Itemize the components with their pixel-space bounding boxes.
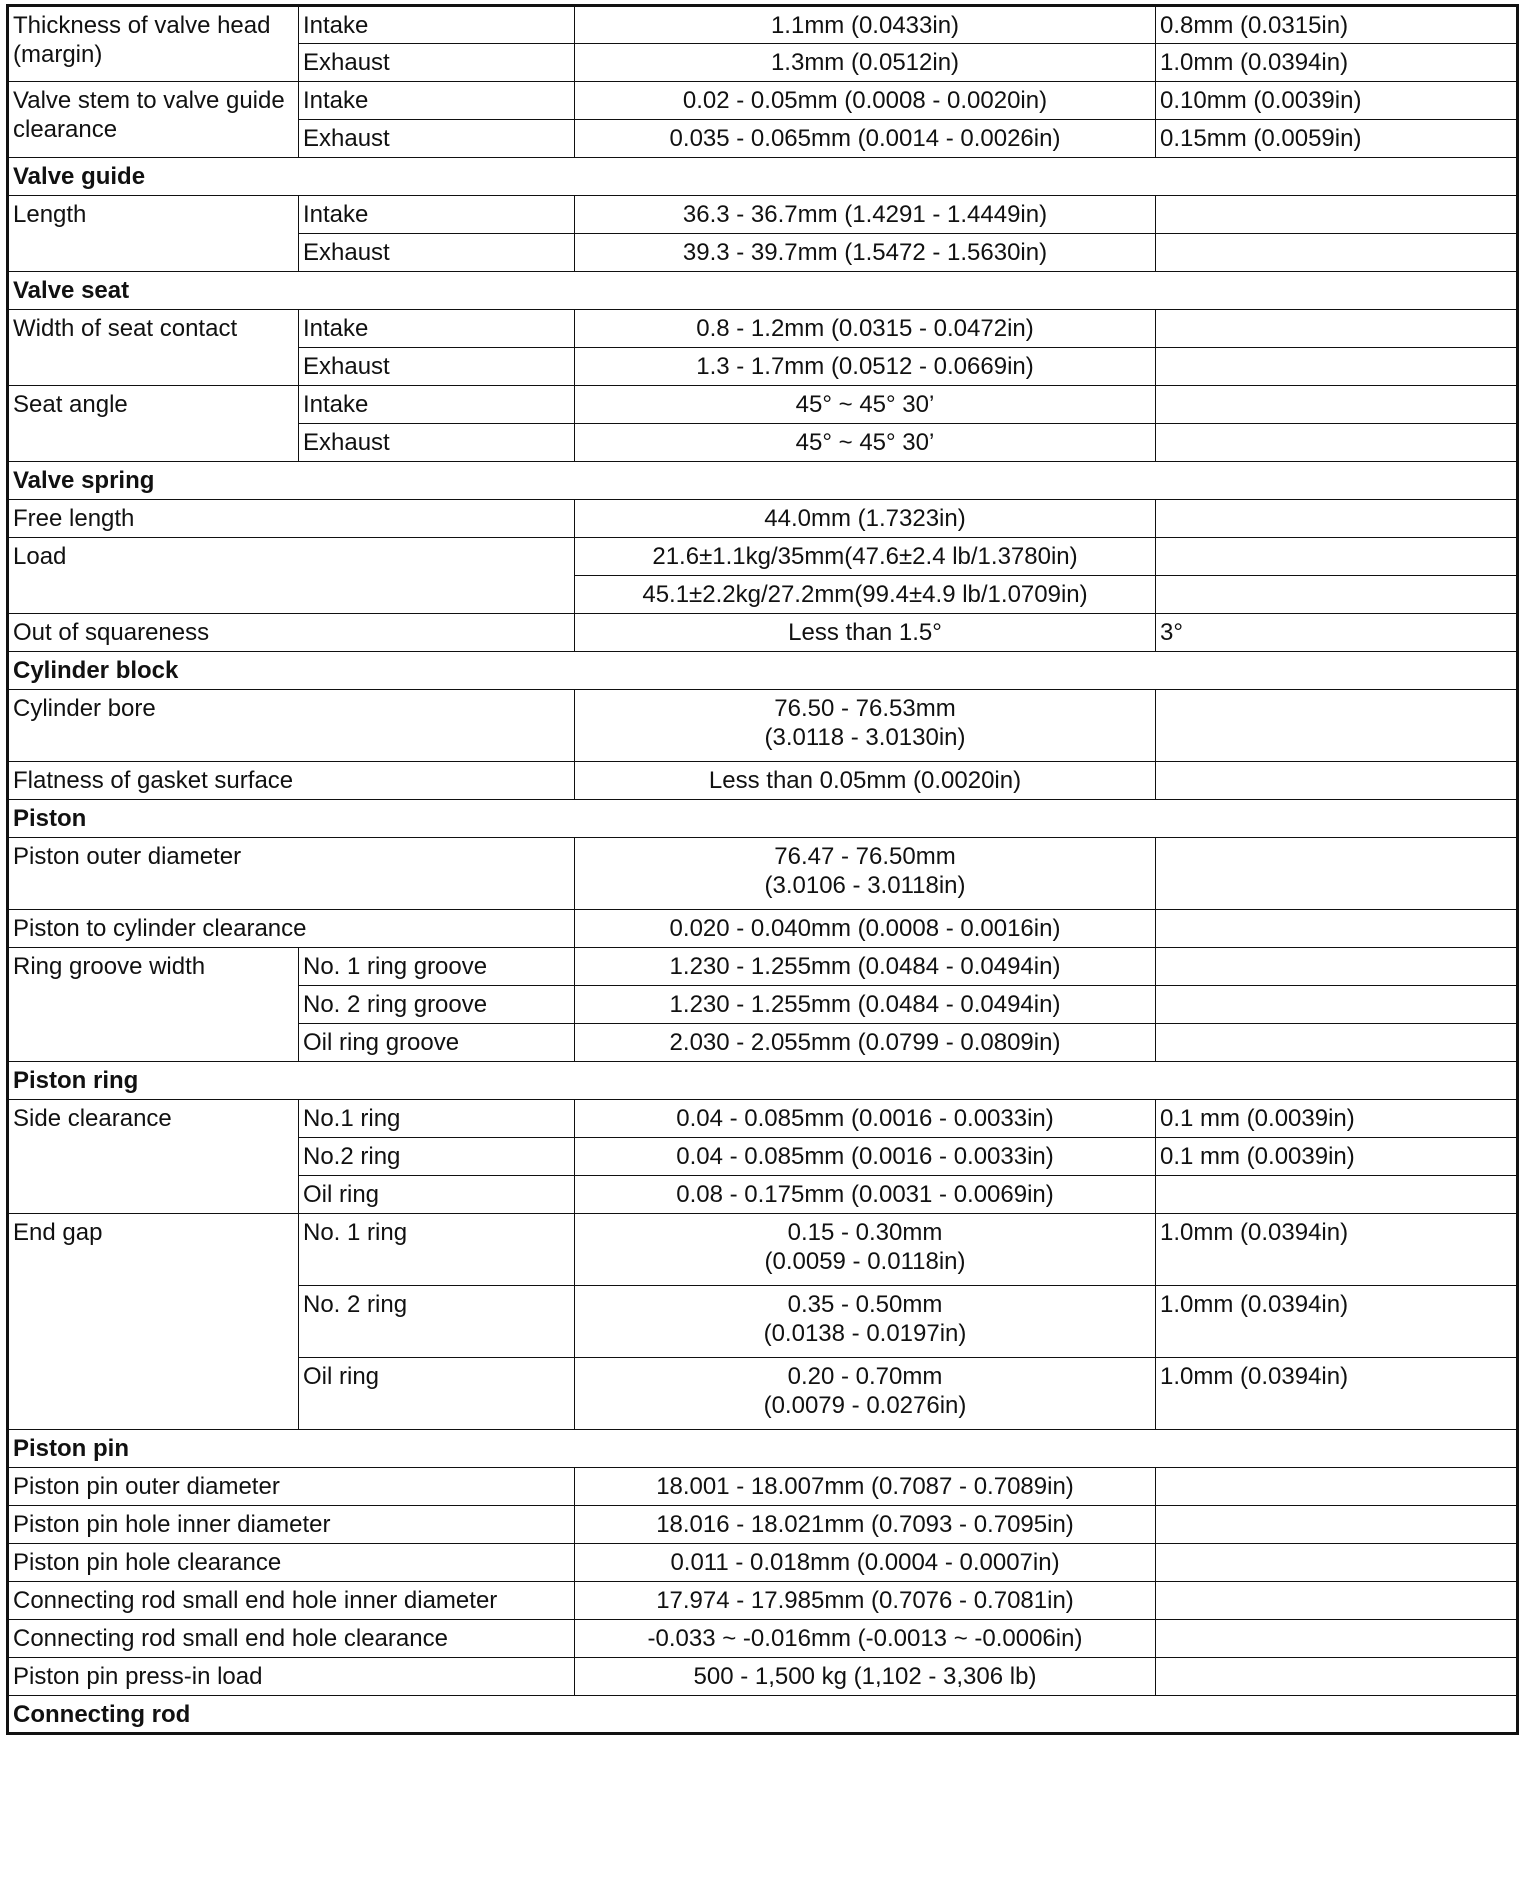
subitem-cell: Exhaust: [299, 44, 575, 82]
table-row: [8, 1620, 1518, 1658]
subitem-cell: No. 1 ring: [299, 1214, 575, 1286]
standard-value: 2.030 - 2.055mm (0.0799 - 0.0809in): [669, 1029, 1061, 1056]
standard-value-cell: [575, 196, 1156, 234]
limit-value-cell: [1156, 310, 1518, 348]
table-row: [8, 196, 1518, 234]
standard-value: 45° ~ 45° 30’: [795, 391, 935, 418]
standard-value: 0.020 - 0.040mm (0.0008 - 0.0016in): [669, 915, 1061, 942]
standard-value-cell: [575, 1100, 1156, 1138]
standard-value: 1.230 - 1.255mm (0.0484 - 0.0494in): [669, 991, 1061, 1018]
limit-value-cell: [1156, 576, 1518, 614]
standard-value-inches: (3.0118 - 3.0130in): [764, 724, 966, 751]
limit-value-cell: 3°: [1156, 614, 1518, 652]
limit-value-cell: [1156, 838, 1518, 910]
section-header-row: [8, 1062, 1518, 1100]
item-cell: Valve stem to valve guide clearance: [8, 82, 299, 158]
standard-value: 45° ~ 45° 30’: [795, 429, 935, 456]
table-row: [8, 1100, 1518, 1138]
table-row: [8, 1506, 1518, 1544]
standard-value-inches: (3.0106 - 3.0118in): [764, 872, 966, 899]
subitem-cell: No.1 ring: [299, 1100, 575, 1138]
subitem-cell: Oil ring: [299, 1176, 575, 1214]
item-cell: Connecting rod small end hole inner diameter: [8, 1582, 575, 1620]
standard-value: 18.016 - 18.021mm (0.7093 - 0.7095in): [656, 1511, 1074, 1538]
standard-value: -0.033 ~ -0.016mm (-0.0013 ~ -0.0006in): [647, 1625, 1083, 1652]
item-cell: Piston pin hole clearance: [8, 1544, 575, 1582]
limit-value-cell: [1156, 424, 1518, 462]
standard-value-cell: [575, 1286, 1156, 1358]
standard-value-cell: [575, 1214, 1156, 1286]
standard-value-cell: [575, 1024, 1156, 1062]
item-cell: Piston pin hole inner diameter: [8, 1506, 575, 1544]
standard-value-cell: [575, 838, 1156, 910]
subitem-cell: No. 1 ring groove: [299, 948, 575, 986]
standard-value-cell: [575, 500, 1156, 538]
limit-value-cell: [1156, 1176, 1518, 1214]
specification-table: [6, 4, 1519, 1735]
table-row: [8, 500, 1518, 538]
subitem-cell: Oil ring groove: [299, 1024, 575, 1062]
table-row: [8, 538, 1518, 576]
table-row: [8, 82, 1518, 120]
standard-value: 0.04 - 0.085mm (0.0016 - 0.0033in): [676, 1143, 1054, 1170]
item-cell: Piston pin press-in load: [8, 1658, 575, 1696]
table-row: [8, 310, 1518, 348]
table-row: [8, 838, 1518, 910]
subitem-cell: No.2 ring: [299, 1138, 575, 1176]
standard-value-cell: [575, 310, 1156, 348]
limit-value-cell: [1156, 1544, 1518, 1582]
section-title: Piston ring: [8, 1062, 1518, 1100]
item-cell: Seat angle: [8, 386, 299, 462]
item-cell: Length: [8, 196, 299, 272]
standard-value-cell: [575, 986, 1156, 1024]
item-cell: Thickness of valve head (margin): [8, 6, 299, 82]
limit-value-cell: 0.8mm (0.0315in): [1156, 6, 1518, 44]
item-cell: Cylinder bore: [8, 690, 575, 762]
standard-value: 1.1mm (0.0433in): [770, 12, 960, 39]
section-title: Piston: [8, 800, 1518, 838]
section-title: Cylinder block: [8, 652, 1518, 690]
standard-value-cell: [575, 1176, 1156, 1214]
subitem-cell: Exhaust: [299, 234, 575, 272]
limit-value-cell: [1156, 196, 1518, 234]
item-cell: Width of seat contact: [8, 310, 299, 386]
standard-value: 39.3 - 39.7mm (1.5472 - 1.5630in): [682, 239, 1048, 266]
standard-value: 76.47 - 76.50mm: [774, 843, 956, 870]
standard-value: 0.20 - 0.70mm: [787, 1363, 943, 1390]
table-row: [8, 6, 1518, 44]
item-cell: Piston outer diameter: [8, 838, 575, 910]
limit-value-cell: [1156, 762, 1518, 800]
standard-value: Less than 0.05mm (0.0020in): [708, 767, 1022, 794]
limit-value-cell: [1156, 1582, 1518, 1620]
limit-value-cell: 1.0mm (0.0394in): [1156, 1286, 1518, 1358]
standard-value: 0.011 - 0.018mm (0.0004 - 0.0007in): [670, 1549, 1060, 1576]
standard-value-cell: [575, 44, 1156, 82]
standard-value-cell: [575, 120, 1156, 158]
subitem-cell: Exhaust: [299, 120, 575, 158]
standard-value-cell: [575, 424, 1156, 462]
item-cell: Ring groove width: [8, 948, 299, 1062]
standard-value-cell: [575, 234, 1156, 272]
item-cell: Side clearance: [8, 1100, 299, 1214]
standard-value: 44.0mm (1.7323in): [764, 505, 966, 532]
standard-value-cell: [575, 1468, 1156, 1506]
item-cell: Load: [8, 538, 575, 614]
section-header-row: [8, 1430, 1518, 1468]
section-title: Connecting rod: [8, 1696, 1518, 1734]
standard-value-cell: [575, 386, 1156, 424]
table-row: [8, 386, 1518, 424]
limit-value-cell: [1156, 948, 1518, 986]
standard-value-cell: [575, 1620, 1156, 1658]
standard-value-cell: [575, 1358, 1156, 1430]
standard-value: 1.3mm (0.0512in): [770, 49, 960, 76]
subitem-cell: Intake: [299, 386, 575, 424]
standard-value: 0.04 - 0.085mm (0.0016 - 0.0033in): [676, 1105, 1054, 1132]
standard-value-cell: [575, 948, 1156, 986]
specification-table-body: [8, 6, 1518, 1734]
standard-value-cell: [575, 6, 1156, 44]
section-header-row: [8, 158, 1518, 196]
limit-value-cell: [1156, 386, 1518, 424]
limit-value-cell: 1.0mm (0.0394in): [1156, 44, 1518, 82]
subitem-cell: Intake: [299, 82, 575, 120]
subitem-cell: Intake: [299, 310, 575, 348]
item-cell: Connecting rod small end hole clearance: [8, 1620, 575, 1658]
limit-value-cell: 0.1 mm (0.0039in): [1156, 1100, 1518, 1138]
standard-value-cell: [575, 538, 1156, 576]
table-row: [8, 690, 1518, 762]
table-row: [8, 1544, 1518, 1582]
limit-value-cell: [1156, 1468, 1518, 1506]
standard-value: 36.3 - 36.7mm (1.4291 - 1.4449in): [682, 201, 1048, 228]
limit-value-cell: [1156, 538, 1518, 576]
section-header-row: [8, 652, 1518, 690]
standard-value-inches: (0.0079 - 0.0276in): [763, 1392, 967, 1419]
standard-value: 0.35 - 0.50mm: [787, 1291, 943, 1318]
table-row: [8, 948, 1518, 986]
limit-value-cell: [1156, 1620, 1518, 1658]
limit-value-cell: [1156, 348, 1518, 386]
item-cell: Out of squareness: [8, 614, 575, 652]
standard-value: 45.1±2.2kg/27.2mm(99.4±4.9 lb/1.0709in): [642, 581, 1088, 608]
section-title: Piston pin: [8, 1430, 1518, 1468]
standard-value-cell: [575, 1506, 1156, 1544]
limit-value-cell: 1.0mm (0.0394in): [1156, 1358, 1518, 1430]
standard-value-inches: (0.0059 - 0.0118in): [764, 1248, 966, 1275]
standard-value-cell: [575, 762, 1156, 800]
standard-value: 0.08 - 0.175mm (0.0031 - 0.0069in): [676, 1181, 1054, 1208]
standard-value: 0.02 - 0.05mm (0.0008 - 0.0020in): [682, 87, 1048, 114]
section-header-row: [8, 800, 1518, 838]
standard-value: 0.035 - 0.065mm (0.0014 - 0.0026in): [669, 125, 1061, 152]
subitem-cell: Exhaust: [299, 424, 575, 462]
standard-value-cell: [575, 1582, 1156, 1620]
subitem-cell: Oil ring: [299, 1358, 575, 1430]
standard-value-cell: [575, 910, 1156, 948]
limit-value-cell: [1156, 986, 1518, 1024]
subitem-cell: No. 2 ring: [299, 1286, 575, 1358]
standard-value-cell: [575, 1138, 1156, 1176]
standard-value: 18.001 - 18.007mm (0.7087 - 0.7089in): [656, 1473, 1074, 1500]
standard-value-cell: [575, 348, 1156, 386]
standard-value-cell: [575, 576, 1156, 614]
standard-value: Less than 1.5°: [788, 619, 942, 646]
subitem-cell: Exhaust: [299, 348, 575, 386]
table-row: [8, 910, 1518, 948]
table-row: [8, 1658, 1518, 1696]
table-row: [8, 614, 1518, 652]
limit-value-cell: [1156, 690, 1518, 762]
section-title: Valve spring: [8, 462, 1518, 500]
standard-value: 76.50 - 76.53mm: [774, 695, 956, 722]
limit-value-cell: [1156, 234, 1518, 272]
standard-value-cell: [575, 1544, 1156, 1582]
standard-value: 0.8 - 1.2mm (0.0315 - 0.0472in): [696, 315, 1034, 342]
standard-value: 1.230 - 1.255mm (0.0484 - 0.0494in): [669, 953, 1061, 980]
item-cell: End gap: [8, 1214, 299, 1430]
table-row: [8, 1214, 1518, 1286]
limit-value-cell: [1156, 1658, 1518, 1696]
standard-value-inches: (0.0138 - 0.0197in): [763, 1320, 967, 1347]
limit-value-cell: [1156, 500, 1518, 538]
section-header-row: [8, 272, 1518, 310]
limit-value-cell: 0.1 mm (0.0039in): [1156, 1138, 1518, 1176]
limit-value-cell: 1.0mm (0.0394in): [1156, 1214, 1518, 1286]
limit-value-cell: 0.15mm (0.0059in): [1156, 120, 1518, 158]
table-row: [8, 1582, 1518, 1620]
table-row: [8, 762, 1518, 800]
limit-value-cell: [1156, 910, 1518, 948]
section-title: Valve guide: [8, 158, 1518, 196]
standard-value: 0.15 - 0.30mm: [787, 1219, 943, 1246]
standard-value: 500 - 1,500 kg (1,102 - 3,306 lb): [693, 1663, 1037, 1690]
standard-value-cell: [575, 82, 1156, 120]
section-title: Valve seat: [8, 272, 1518, 310]
subitem-cell: No. 2 ring groove: [299, 986, 575, 1024]
limit-value-cell: 0.10mm (0.0039in): [1156, 82, 1518, 120]
limit-value-cell: [1156, 1024, 1518, 1062]
section-header-row: [8, 462, 1518, 500]
standard-value: 21.6±1.1kg/35mm(47.6±2.4 lb/1.3780in): [652, 543, 1078, 570]
limit-value-cell: [1156, 1506, 1518, 1544]
item-cell: Free length: [8, 500, 575, 538]
item-cell: Flatness of gasket surface: [8, 762, 575, 800]
standard-value-cell: [575, 690, 1156, 762]
standard-value: 17.974 - 17.985mm (0.7076 - 0.7081in): [656, 1587, 1074, 1614]
table-row: [8, 1468, 1518, 1506]
standard-value-cell: [575, 614, 1156, 652]
subitem-cell: Intake: [299, 6, 575, 44]
section-header-row: [8, 1696, 1518, 1734]
subitem-cell: Intake: [299, 196, 575, 234]
item-cell: Piston pin outer diameter: [8, 1468, 575, 1506]
standard-value: 1.3 - 1.7mm (0.0512 - 0.0669in): [696, 353, 1034, 380]
standard-value-cell: [575, 1658, 1156, 1696]
item-cell: Piston to cylinder clearance: [8, 910, 575, 948]
